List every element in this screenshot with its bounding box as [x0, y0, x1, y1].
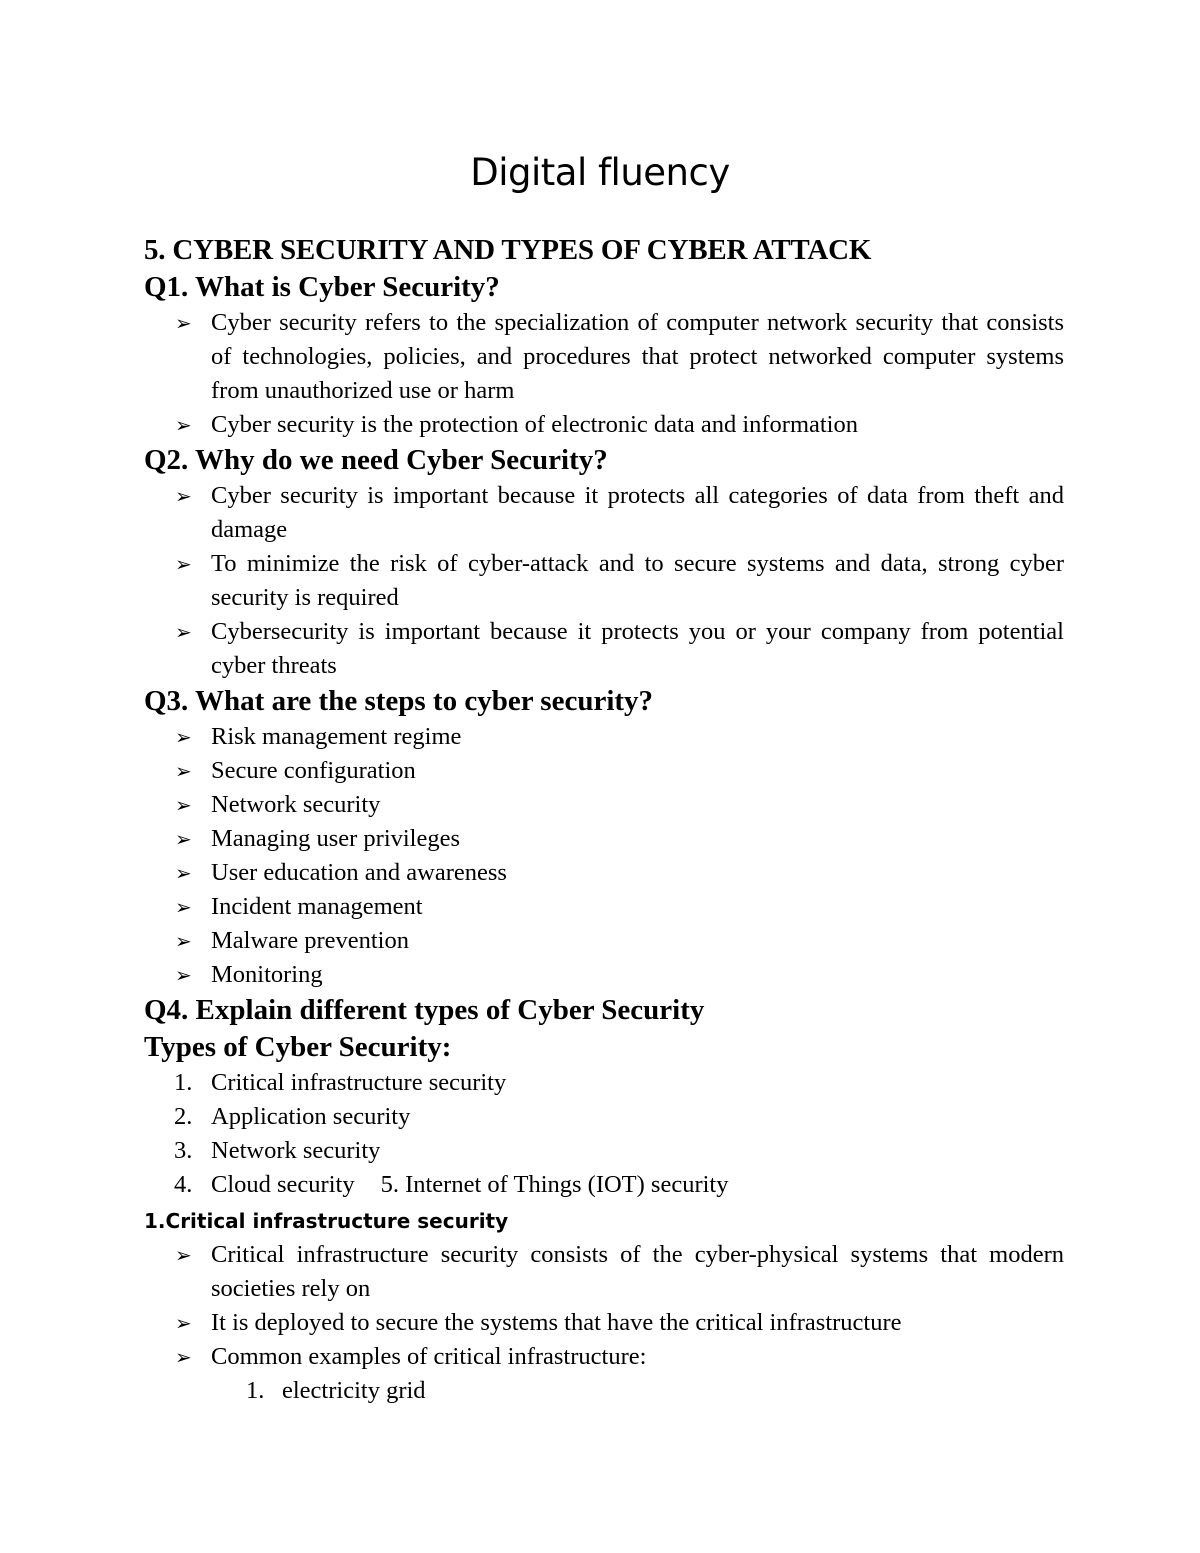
arrow-bullet-icon: ➢ [175, 1311, 192, 1335]
arrow-bullet-icon: ➢ [175, 963, 192, 987]
types-heading: Types of Cyber Security: [144, 1031, 452, 1063]
item-number: 1. [174, 1069, 193, 1096]
bullet-text: User education and awareness [211, 859, 507, 886]
item-number: 2. [174, 1103, 193, 1130]
arrow-bullet-icon: ➢ [175, 484, 192, 508]
document-body [144, 232, 1064, 1408]
bullet-item [144, 1306, 1064, 1340]
arrow-bullet-icon: ➢ [175, 725, 192, 749]
numbered-item [144, 1100, 1064, 1134]
bullet-item [144, 924, 1064, 958]
arrow-bullet-icon: ➢ [175, 552, 192, 576]
arrow-bullet-icon: ➢ [175, 1345, 192, 1369]
arrow-bullet-icon: ➢ [175, 895, 192, 919]
bullet-text: Common examples of critical infrastructure: [211, 1343, 647, 1370]
arrow-bullet-icon: ➢ [175, 929, 192, 953]
question-2-bullets [144, 479, 1064, 683]
bullet-item [144, 720, 1064, 754]
bullet-item [144, 615, 1064, 683]
bullet-text: It is deployed to secure the systems that have the critical infrastructure [211, 1309, 902, 1336]
arrow-bullet-icon: ➢ [175, 413, 192, 437]
arrow-bullet-icon: ➢ [175, 861, 192, 885]
page-title: Digital fluency [470, 151, 730, 194]
bullet-text: Managing user privileges [211, 825, 461, 852]
bullet-item [144, 479, 1064, 547]
bullet-item [144, 958, 1064, 992]
bullet-text: Cyber security is the protection of electronic data and information [211, 411, 858, 438]
question-4-heading: Q4. Explain different types of Cyber Security [144, 994, 705, 1026]
bullet-text: Risk management regime [211, 723, 462, 750]
arrow-bullet-icon: ➢ [175, 311, 192, 335]
item-text-inline: 5. Internet of Things (IOT) security [380, 1171, 729, 1198]
question-1-bullets [144, 306, 1064, 442]
bullet-item [144, 788, 1064, 822]
bullet-text: Secure configuration [211, 757, 416, 784]
numbered-item [144, 1374, 1064, 1408]
arrow-bullet-icon: ➢ [175, 793, 192, 817]
critical-bullets [144, 1238, 1064, 1374]
arrow-bullet-icon: ➢ [175, 759, 192, 783]
bullet-text: Critical infrastructure security consists of the cyber-physical systems that modern societies rely on [211, 1241, 1064, 1302]
chapter-heading: 5. CYBER SECURITY AND TYPES OF CYBER ATTACK [144, 234, 872, 266]
item-text: Network security [211, 1137, 381, 1164]
item-text: Application security [211, 1103, 411, 1130]
bullet-text: Incident management [211, 893, 423, 920]
arrow-bullet-icon: ➢ [175, 620, 192, 644]
bullet-text: Monitoring [211, 961, 323, 988]
question-3-bullets [144, 720, 1064, 992]
bullet-text: Network security [211, 791, 381, 818]
arrow-bullet-icon: ➢ [175, 827, 192, 851]
bullet-item [144, 822, 1064, 856]
bullet-text: To minimize the risk of cyber-attack and to secure systems and data, strong cyber security is required [211, 550, 1064, 611]
types-list [144, 1066, 1064, 1202]
numbered-item [144, 1134, 1064, 1168]
bullet-item [144, 547, 1064, 615]
bullet-text: Cybersecurity is important because it protects you or your company from potential cyber threats [211, 618, 1064, 679]
item-number: 3. [174, 1137, 193, 1164]
bullet-item [144, 1340, 1064, 1374]
question-2-heading: Q2. Why do we need Cyber Security? [144, 444, 608, 476]
item-text: Cloud security [211, 1171, 355, 1198]
item-number: 1. [246, 1377, 265, 1404]
item-text: Critical infrastructure security [211, 1069, 507, 1096]
bullet-item [144, 408, 1064, 442]
numbered-item [144, 1168, 1064, 1202]
item-text: electricity grid [282, 1377, 426, 1404]
bullet-item [144, 306, 1064, 408]
bullet-item [144, 890, 1064, 924]
section-subheading: 1.Critical infrastructure security [144, 1209, 509, 1233]
numbered-item [144, 1066, 1064, 1100]
item-number: 4. [174, 1171, 193, 1198]
bullet-text: Malware prevention [211, 927, 409, 954]
question-1-heading: Q1. What is Cyber Security? [144, 271, 500, 303]
bullet-item [144, 856, 1064, 890]
bullet-item [144, 1238, 1064, 1306]
question-3-heading: Q3. What are the steps to cyber security? [144, 685, 654, 717]
arrow-bullet-icon: ➢ [175, 1243, 192, 1267]
bullet-text: Cyber security refers to the specialization of computer network security that consists of technologies, policies, and procedures that protect networked computer systems from unauthorized use or harm [211, 309, 1064, 404]
bullet-text: Cyber security is important because it protects all categories of data from theft and damage [211, 482, 1064, 543]
examples-list [144, 1374, 1064, 1408]
bullet-item [144, 754, 1064, 788]
